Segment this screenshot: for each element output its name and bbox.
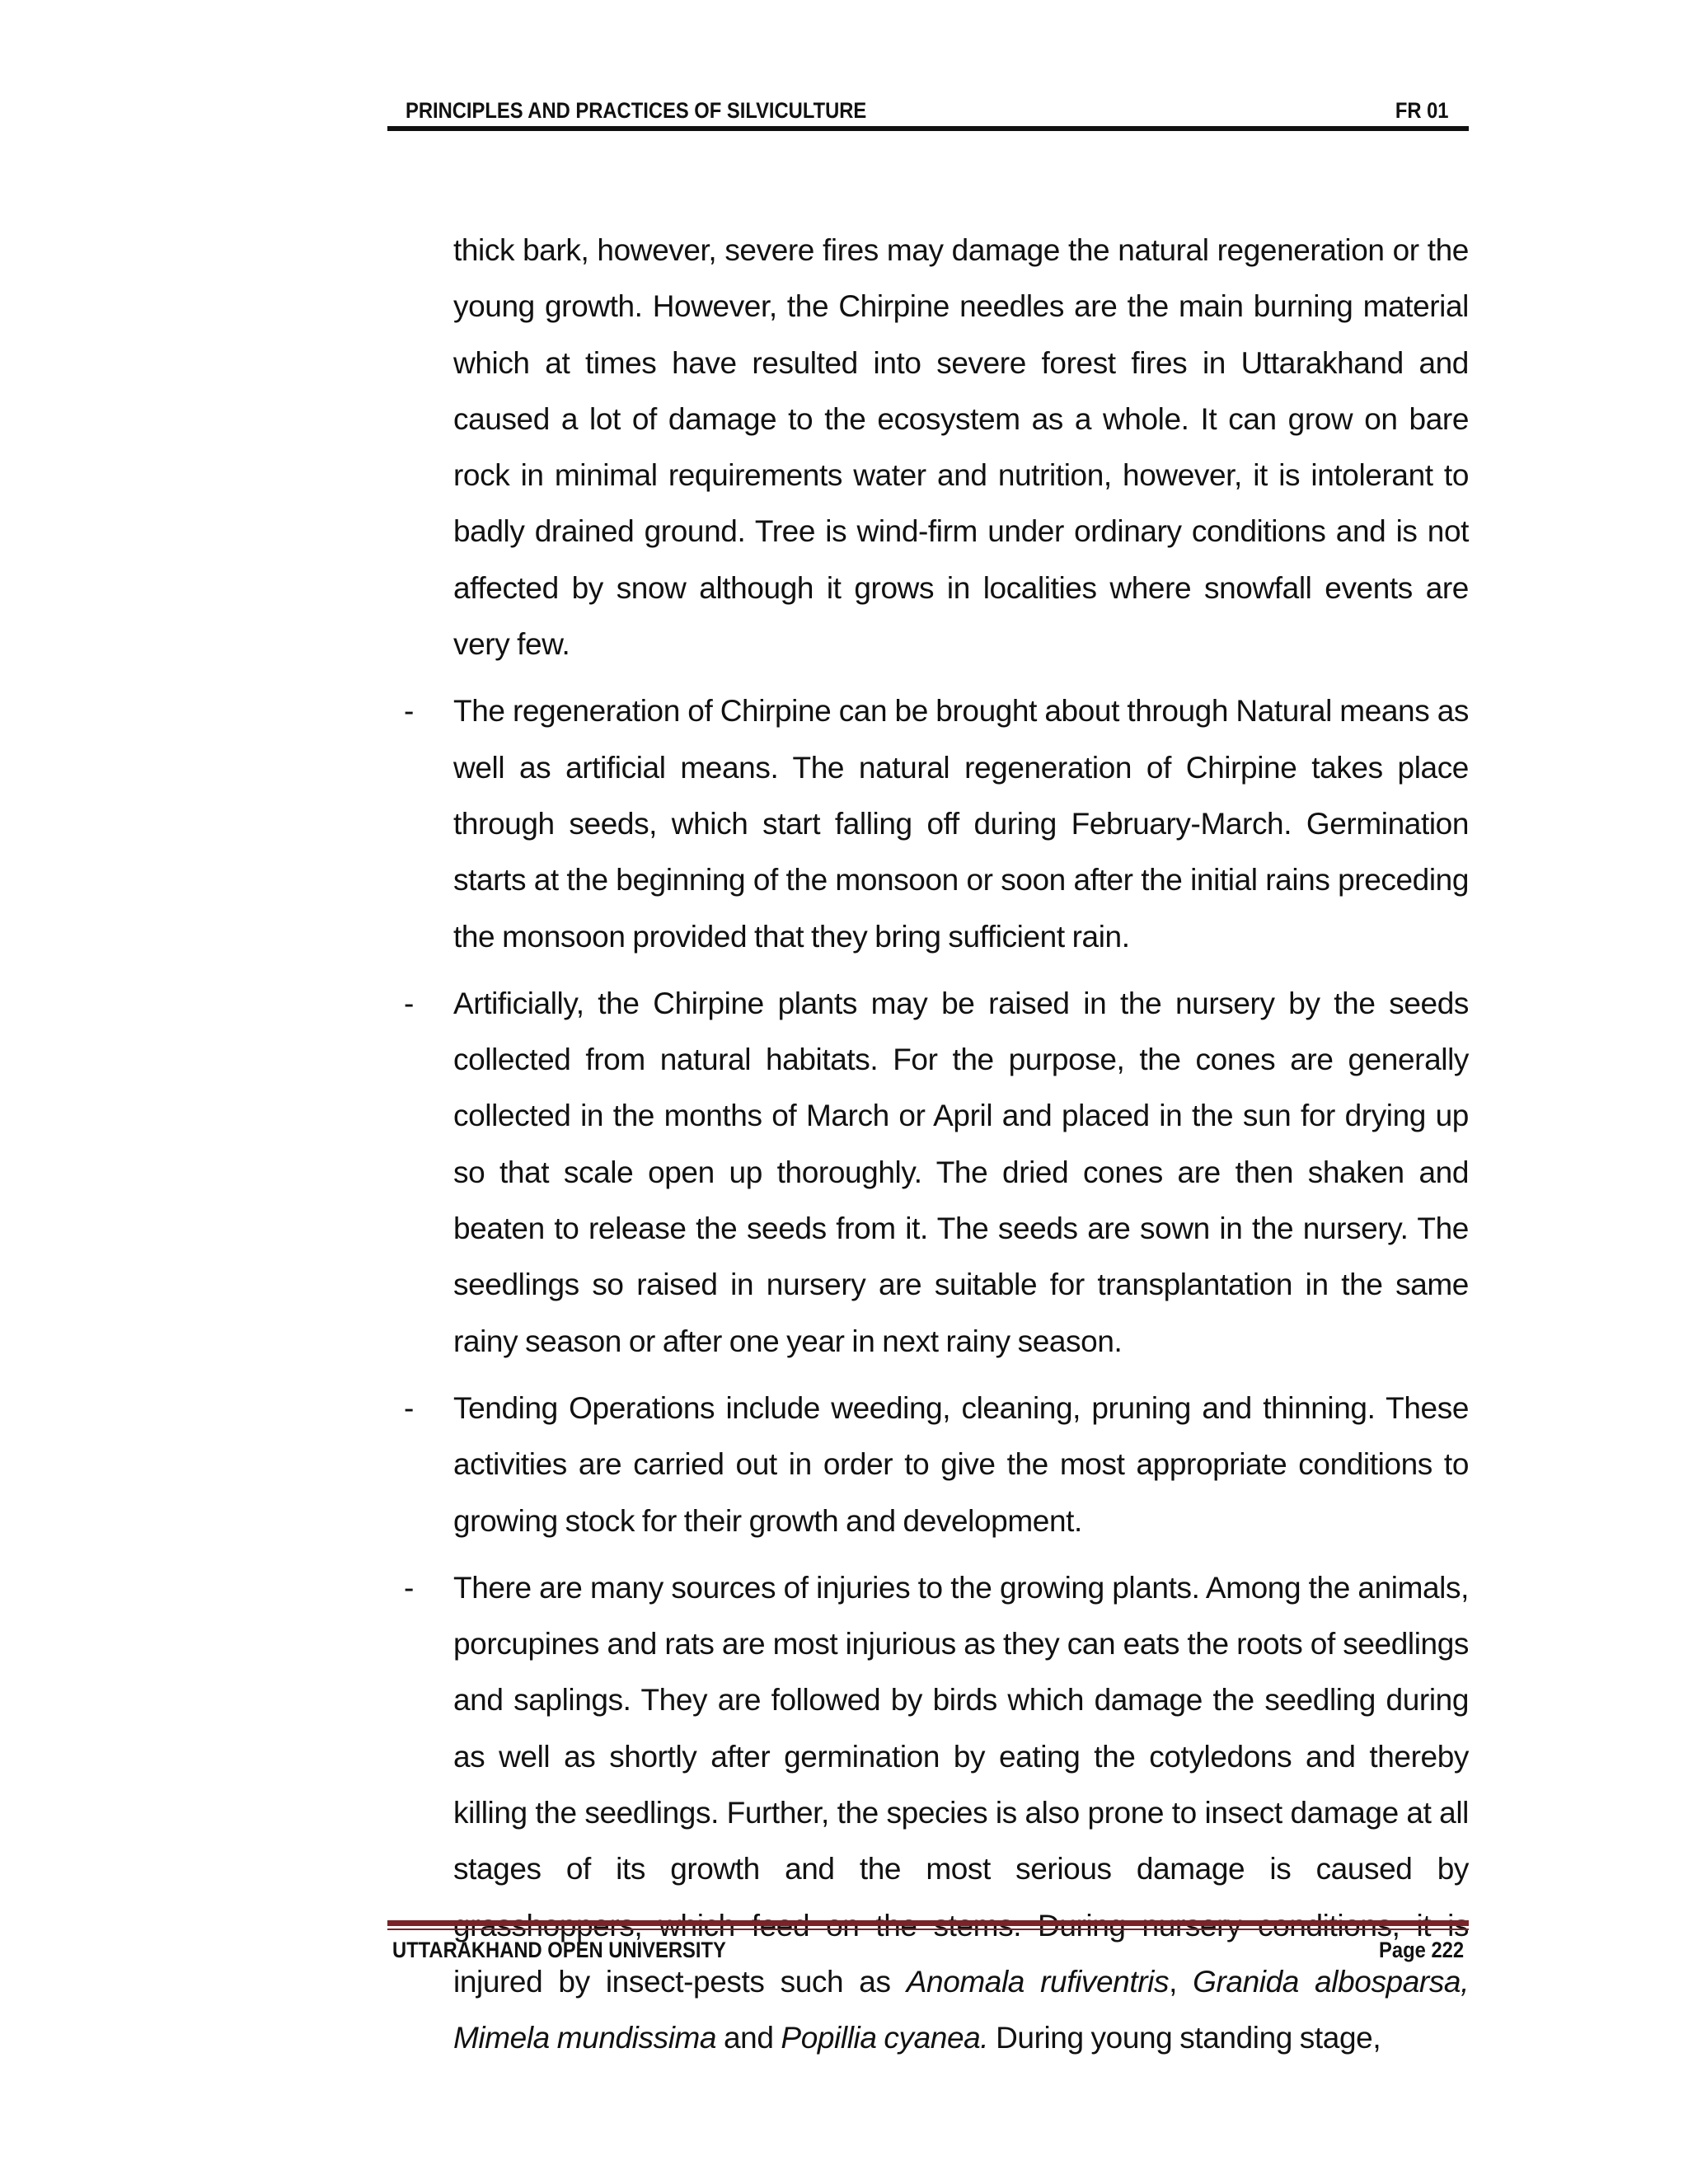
text-segment: There are many sources of injuries to the growing plants. Among the animals, porcupines and rats are most injurious as they can eats the roots of seedlings and saplings. They are followed by birds which damage the seedling during as well as shortly after germination by eating the cotyledons and thereby killing the seedlings. Further, the species is also prone to insect damage at all stages of its growth and the most serious damage is caused by injured by insect-pests such as <box>453 1570 1469 1999</box>
course-code: FR 01 <box>1395 98 1449 123</box>
page-footer <box>387 1937 1469 1970</box>
species-name: Popillia cyanea. <box>781 2021 989 2055</box>
footer-rule <box>387 1920 1469 1926</box>
species-name: Granida albosparsa, Mimela mundissima <box>453 1964 1469 2055</box>
text-separator: and <box>716 2021 781 2055</box>
list-item-text <box>453 1560 1469 2067</box>
list-marker: - <box>404 1570 415 1605</box>
text-separator: , <box>1169 1964 1193 1999</box>
list-item-text: The regeneration of Chirpine can be brought about through Natural means as well as artificial means. The natural regeneration of Chirpine takes place through seeds, which start falling off during February-March. Germination starts at the beginning of the monsoon or soon after the initial rains preceding the monsoon provided that they bring sufficient rain. <box>453 694 1469 954</box>
list-marker: - <box>404 694 415 729</box>
list-marker: - <box>404 986 415 1020</box>
list-item <box>387 1380 1469 1549</box>
continuation-paragraph: thick bark, however, severe fires may damage the natural regeneration or the young growth. However, the Chirpine needles are the main burning material which at times have resulted into severe forest fires in Uttarakhand and caused a lot of damage to the ecosystem as a whole. It can grow on bare rock in minimal requirements water and nutrition, however, it is intolerant to badly drained ground. Tree is wind-firm under ordinary conditions and is not affected by snow although it grows in localities where snowfall events are very few. <box>453 233 1469 662</box>
list-item-text: Tending Operations include weeding, cleaning, pruning and thinning. These activities are carried out in order to give the most appropriate conditions to growing stock for their growth and development. <box>453 1390 1469 1538</box>
list-item-text: Artificially, the Chirpine plants may be raised in the nursery by the seeds collected from natural habitats. For the purpose, the cones are generally collected in the months of March or April and placed in the sun for drying up so that scale open up thoroughly. The dried cones are then shaken and beaten to release the seeds from it. The seeds are sown in the nursery. The seedlings so raised in nursery are suitable for transplantation in the same rainy season or after one year in next rainy season. <box>453 986 1469 1358</box>
species-name: Anomala rufiventris <box>906 1964 1170 1999</box>
institution-name: UTTARAKHAND OPEN UNIVERSITY <box>392 1938 726 1962</box>
list-item <box>387 1560 1469 2067</box>
list-item <box>387 976 1469 1370</box>
text-segment: During young standing stage, <box>988 2021 1381 2055</box>
body-text <box>387 223 1469 2067</box>
list-marker: - <box>404 1390 415 1425</box>
header-rule <box>387 126 1469 131</box>
course-title: PRINCIPLES AND PRACTICES OF SILVICULTURE <box>406 98 867 123</box>
page-header <box>387 97 1469 130</box>
footer-rule-thin <box>387 1929 1469 1930</box>
page-number: Page 222 <box>1378 1938 1464 1962</box>
list-item <box>387 683 1469 964</box>
